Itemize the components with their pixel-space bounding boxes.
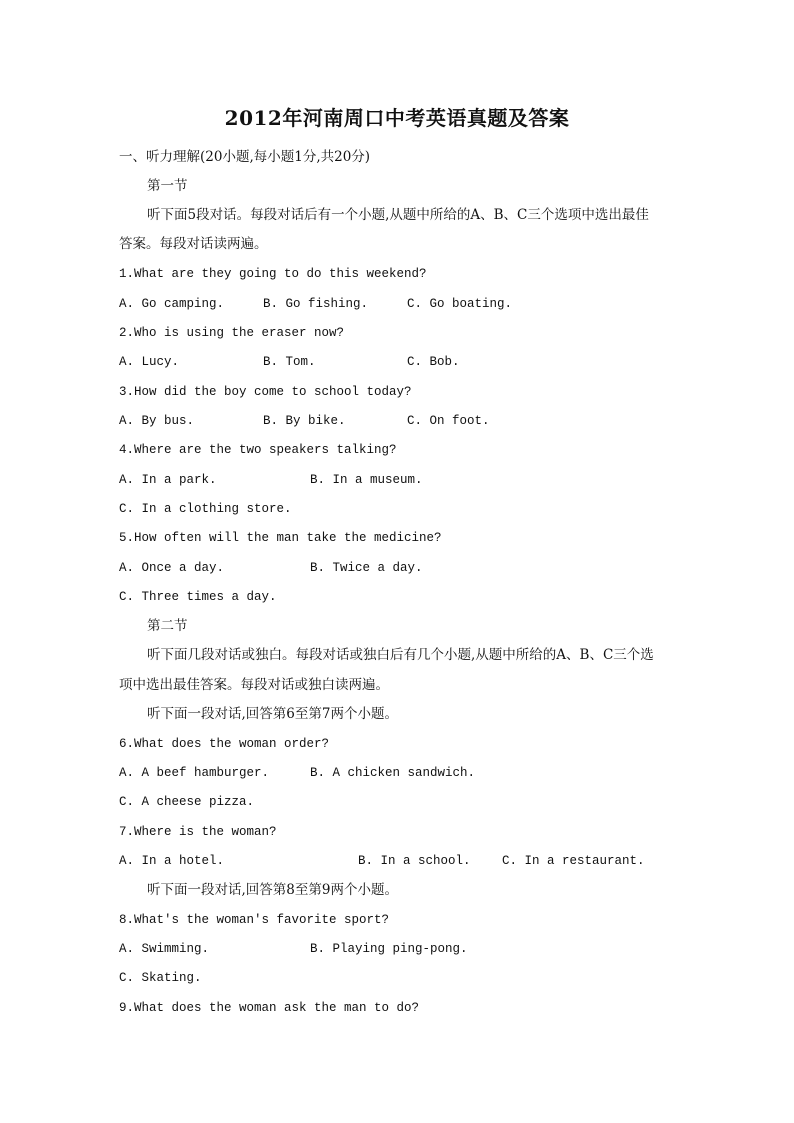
q5-option-c: C. Three times a day. <box>119 590 277 604</box>
page-title: 2012年河南周口中考英语真题及答案 <box>224 106 570 130</box>
part1-instructions-line1: 听下面5段对话。每段对话后有一个小题,从题中所给的A、B、C三个选项中选出最佳 <box>147 207 649 223</box>
part1-label: 第一节 <box>147 178 188 194</box>
dialog-8-9-instruction: 听下面一段对话,回答第8至第9两个小题。 <box>147 882 398 898</box>
q8-option-c: C. Skating. <box>119 971 202 985</box>
dialog-6-7-instruction: 听下面一段对话,回答第6至第7两个小题。 <box>147 706 398 722</box>
q1-option-c: C. Go boating. <box>407 297 513 311</box>
q7-option-c: C. In a restaurant. <box>502 854 645 868</box>
question-6: 6.What does the woman order? <box>119 737 330 751</box>
q3-option-b: B. By bike. <box>263 414 346 428</box>
q5-option-a: A. Once a day. <box>119 561 225 575</box>
part2-instructions-line2: 项中选出最佳答案。每段对话或独白读两遍。 <box>119 677 389 693</box>
q8-option-a: A. Swimming. <box>119 942 210 956</box>
q4-option-a: A. In a park. <box>119 473 217 487</box>
question-8: 8.What's the woman's favorite sport? <box>119 913 390 927</box>
question-3: 3.How did the boy come to school today? <box>119 385 412 399</box>
q4-option-b: B. In a museum. <box>310 473 423 487</box>
q5-option-b: B. Twice a day. <box>310 561 423 575</box>
q7-option-a: A. In a hotel. <box>119 854 225 868</box>
q2-option-a: A. Lucy. <box>119 355 180 369</box>
q7-option-b: B. In a school. <box>358 854 471 868</box>
question-5: 5.How often will the man take the medicine? <box>119 531 442 545</box>
q3-option-a: A. By bus. <box>119 414 195 428</box>
q8-option-b: B. Playing ping-pong. <box>310 942 468 956</box>
q1-option-b: B. Go fishing. <box>263 297 369 311</box>
q6-option-a: A. A beef hamburger. <box>119 766 270 780</box>
question-4: 4.Where are the two speakers talking? <box>119 443 397 457</box>
question-9: 9.What does the woman ask the man to do? <box>119 1001 420 1015</box>
question-1: 1.What are they going to do this weekend? <box>119 267 427 281</box>
q1-option-a: A. Go camping. <box>119 297 225 311</box>
section-heading: 一、听力理解(20小题,每小题1分,共20分) <box>119 149 371 165</box>
question-2: 2.Who is using the eraser now? <box>119 326 345 340</box>
question-7: 7.Where is the woman? <box>119 825 277 839</box>
q6-option-b: B. A chicken sandwich. <box>310 766 476 780</box>
part1-instructions-line2: 答案。每段对话读两遍。 <box>119 236 268 252</box>
q4-option-c: C. In a clothing store. <box>119 502 292 516</box>
q6-option-c: C. A cheese pizza. <box>119 795 255 809</box>
q2-option-b: B. Tom. <box>263 355 316 369</box>
q2-option-c: C. Bob. <box>407 355 460 369</box>
part2-instructions-line1: 听下面几段对话或独白。每段对话或独白后有几个小题,从题中所给的A、B、C三个选 <box>147 647 654 663</box>
q3-option-c: C. On foot. <box>407 414 490 428</box>
part2-label: 第二节 <box>147 618 188 634</box>
